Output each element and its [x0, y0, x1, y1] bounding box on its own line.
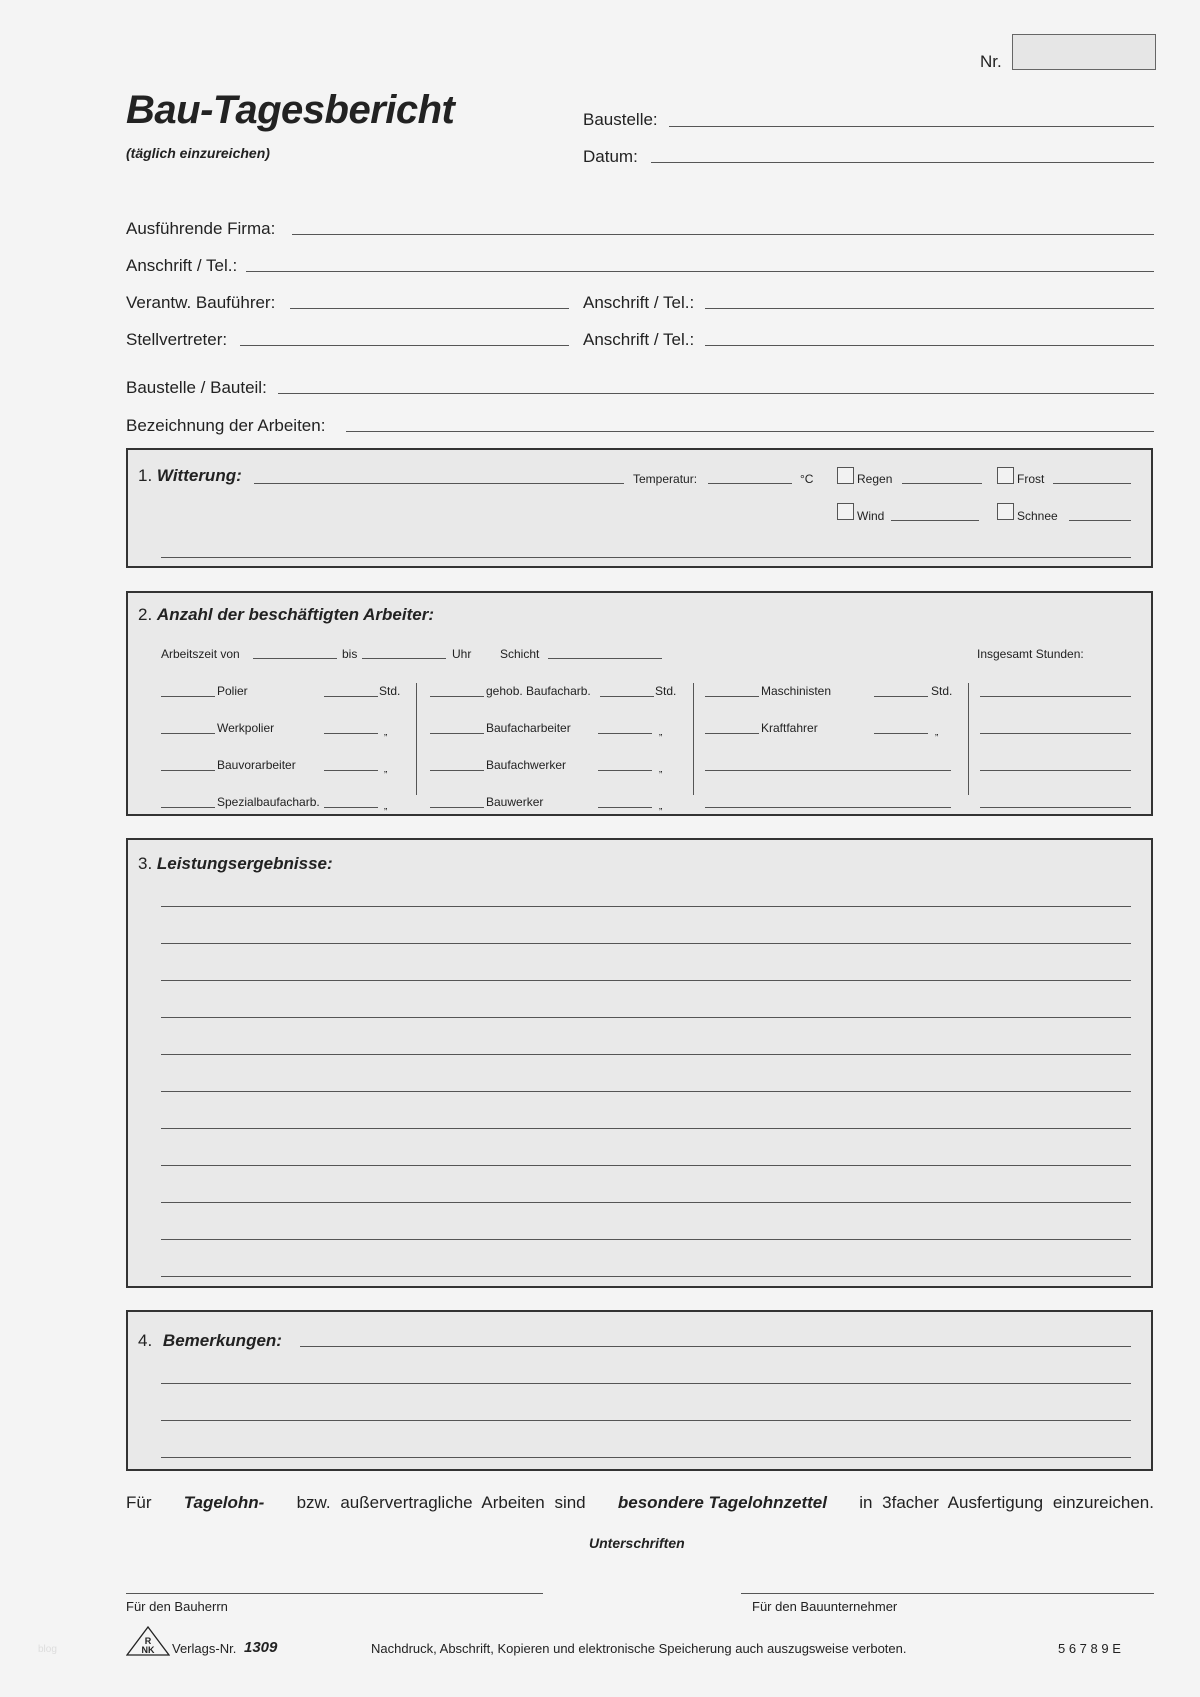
copyright-notice: Nachdruck, Abschrift, Kopieren und elektronische Speicherung auch auszugsweise verboten. [371, 1641, 907, 1656]
verlags-label: Verlags-Nr. [172, 1641, 237, 1656]
nr-label: Nr. [980, 52, 1002, 71]
leistung-line[interactable] [161, 980, 1131, 981]
section-number: 3. [138, 854, 153, 873]
form-code: 5 6 7 8 9 E [1058, 1641, 1121, 1656]
std-label: Std. [655, 684, 677, 698]
bauwerker-count-field[interactable] [430, 807, 484, 808]
ditto-mark: „ [659, 801, 663, 812]
schnee-checkbox[interactable] [997, 503, 1014, 520]
tagelohn-notice [126, 1493, 1154, 1513]
section-bemerkungen [126, 1310, 1153, 1471]
gehob-baufacharb-label: gehob. Baufacharb. [486, 684, 591, 698]
section-1-heading [138, 466, 242, 486]
watermark: blog [38, 1644, 57, 1655]
frost-field[interactable] [1053, 483, 1131, 484]
bauvorarbeiter-label: Bauvorarbeiter [217, 758, 296, 772]
page-subtitle: (täglich einzureichen) [126, 145, 270, 161]
witterung-field[interactable] [254, 483, 624, 484]
bemerkung-line[interactable] [300, 1346, 1131, 1347]
leistung-line[interactable] [161, 1091, 1131, 1092]
total-hours-field-1[interactable] [980, 696, 1131, 697]
bauunternehmer-label: Für den Bauunternehmer [752, 1599, 898, 1614]
wind-label: Wind [857, 509, 885, 523]
anschrift-field[interactable] [246, 271, 1154, 272]
baufuehrer-field[interactable] [290, 308, 569, 309]
std-label: Std. [379, 684, 401, 698]
kraftfahrer-hours-field[interactable] [874, 733, 928, 734]
firma-field[interactable] [292, 234, 1154, 235]
baustelle-field[interactable] [669, 126, 1154, 127]
ditto-mark: „ [384, 764, 388, 775]
baufacharbeiter-hours-field[interactable] [598, 733, 652, 734]
regen-label: Regen [857, 472, 893, 486]
werkpolier-label: Werkpolier [217, 721, 275, 735]
section-leistungsergebnisse [126, 838, 1153, 1288]
baufuehrer-anschrift-label: Anschrift / Tel.: [583, 293, 695, 312]
baufuehrer-anschrift-field[interactable] [705, 308, 1154, 309]
ditto-mark: „ [384, 727, 388, 738]
leistung-line[interactable] [161, 906, 1131, 907]
witterung-extra-field[interactable] [161, 557, 1131, 558]
section-3-heading [138, 854, 333, 874]
maschinisten-hours-field[interactable] [874, 696, 928, 697]
frost-label: Frost [1017, 472, 1045, 486]
total-hours-field-2[interactable] [980, 733, 1131, 734]
stellvertreter-anschrift-label: Anschrift / Tel.: [583, 330, 695, 349]
spezialbaufacharb-label: Spezialbaufacharb. [217, 795, 320, 809]
bauwerker-label: Bauwerker [486, 795, 544, 809]
baufuehrer-label: Verantw. Bauführer: [126, 293, 276, 312]
column-divider [968, 683, 969, 795]
total-hours-field-3[interactable] [980, 770, 1131, 771]
section-number: 4. [138, 1331, 153, 1350]
notice-text: in 3facher Ausfertigung einzureichen. [859, 1493, 1154, 1512]
kraftfahrer-label: Kraftfahrer [761, 721, 818, 735]
std-label: Std. [931, 684, 953, 698]
bauteil-label: Baustelle / Bauteil: [126, 378, 267, 397]
stellvertreter-field[interactable] [240, 345, 569, 346]
leistung-line[interactable] [161, 1165, 1131, 1166]
rnk-logo-icon [126, 1626, 170, 1656]
kraftfahrer-count-field[interactable] [705, 733, 759, 734]
section-number: 1. [138, 466, 153, 485]
arbeitszeit-label: Arbeitszeit von [161, 647, 240, 661]
column-divider [693, 683, 694, 795]
section-title: Anzahl der beschäftigten Arbeiter: [156, 605, 435, 624]
wind-field[interactable] [891, 520, 979, 521]
svg-text:R: R [144, 1636, 152, 1646]
verlags-number: 1309 [244, 1639, 278, 1656]
baufacharbeiter-count-field[interactable] [430, 733, 484, 734]
arbeitszeit-bis-field[interactable] [362, 658, 446, 659]
spezialbaufacharb-count-field[interactable] [161, 807, 215, 808]
bauvorarbeiter-count-field[interactable] [161, 770, 215, 771]
temperatur-label: Temperatur: [633, 472, 698, 486]
polier-label: Polier [217, 684, 248, 698]
datum-label: Datum: [583, 147, 638, 166]
werkpolier-count-field[interactable] [161, 733, 215, 734]
notice-text: Für [126, 1493, 152, 1512]
polier-hours-field[interactable] [324, 696, 378, 697]
schnee-field[interactable] [1069, 520, 1131, 521]
werkpolier-hours-field[interactable] [324, 733, 378, 734]
section-2-heading [138, 605, 434, 625]
schicht-label: Schicht [500, 647, 540, 661]
temperatur-field[interactable] [708, 483, 792, 484]
ditto-mark: „ [659, 727, 663, 738]
uhr-label: Uhr [452, 647, 472, 661]
arbeitszeit-von-field[interactable] [253, 658, 337, 659]
ditto-mark: „ [659, 764, 663, 775]
section-4-heading [138, 1331, 282, 1351]
spezialbaufacharb-hours-field[interactable] [324, 807, 378, 808]
section-title: Bemerkungen: [162, 1331, 282, 1350]
leistung-line[interactable] [161, 1054, 1131, 1055]
wind-checkbox[interactable] [837, 503, 854, 520]
leistung-line[interactable] [161, 1202, 1131, 1203]
leistung-line[interactable] [161, 1276, 1131, 1277]
ditto-mark: „ [384, 801, 388, 812]
section-arbeiter [126, 591, 1153, 816]
baufachwerker-count-field[interactable] [430, 770, 484, 771]
section-title: Witterung: [156, 466, 242, 485]
baufachwerker-label: Baufachwerker [486, 758, 567, 772]
bezeichnung-field[interactable] [346, 431, 1154, 432]
stellvertreter-anschrift-field[interactable] [705, 345, 1154, 346]
bauherr-signature-field[interactable] [126, 1593, 543, 1594]
bauunternehmer-signature-field[interactable] [741, 1593, 1154, 1594]
total-hours-field-4[interactable] [980, 807, 1131, 808]
stellvertreter-label: Stellvertreter: [126, 330, 228, 349]
bezeichnung-label: Bezeichnung der Arbeiten: [126, 416, 326, 435]
leistung-line[interactable] [161, 1017, 1131, 1018]
bemerkung-line[interactable] [161, 1420, 1131, 1421]
firma-label: Ausführende Firma: [126, 219, 276, 238]
celsius-unit: °C [800, 472, 814, 486]
section-title: Leistungsergebnisse: [156, 854, 333, 873]
leistung-line[interactable] [161, 1239, 1131, 1240]
polier-count-field[interactable] [161, 696, 215, 697]
gehob-baufacharb-hours-field[interactable] [600, 696, 654, 697]
frost-checkbox[interactable] [997, 467, 1014, 484]
bemerkung-line[interactable] [161, 1383, 1131, 1384]
bauteil-field[interactable] [278, 393, 1154, 394]
leistung-line[interactable] [161, 943, 1131, 944]
gehob-baufacharb-count-field[interactable] [430, 696, 484, 697]
leistung-line[interactable] [161, 1128, 1131, 1129]
bauvorarbeiter-hours-field[interactable] [324, 770, 378, 771]
anschrift-label: Anschrift / Tel.: [126, 256, 238, 275]
unterschriften-heading: Unterschriften [589, 1535, 685, 1551]
baufachwerker-hours-field[interactable] [598, 770, 652, 771]
insgesamt-label: Insgesamt Stunden: [977, 647, 1084, 661]
baustelle-label: Baustelle: [583, 110, 658, 129]
column-divider [416, 683, 417, 795]
regen-checkbox[interactable] [837, 467, 854, 484]
notice-emphasis: besondere Tagelohnzettel [617, 1493, 827, 1512]
bauwerker-hours-field[interactable] [598, 807, 652, 808]
schnee-label: Schnee [1017, 509, 1058, 523]
maschinisten-count-field[interactable] [705, 696, 759, 697]
maschinisten-label: Maschinisten [761, 684, 832, 698]
section-number: 2. [138, 605, 153, 624]
nr-input[interactable] [1012, 34, 1156, 70]
extra-worker-field-1[interactable] [705, 770, 951, 771]
baufacharbeiter-label: Baufacharbeiter [486, 721, 571, 735]
ditto-mark: „ [935, 727, 939, 738]
notice-text: bzw. außervertragliche Arbeiten sind [296, 1493, 586, 1512]
bauherr-label: Für den Bauherrn [126, 1599, 228, 1614]
extra-worker-field-2[interactable] [705, 807, 951, 808]
datum-field[interactable] [651, 162, 1154, 163]
schicht-field[interactable] [548, 658, 662, 659]
page-title: Bau-Tagesbericht [126, 88, 455, 132]
svg-text:NK: NK [141, 1645, 155, 1655]
section-witterung [126, 448, 1153, 568]
bis-label: bis [342, 647, 358, 661]
notice-emphasis: Tagelohn- [183, 1493, 265, 1512]
bemerkung-line[interactable] [161, 1457, 1131, 1458]
regen-field[interactable] [902, 483, 982, 484]
